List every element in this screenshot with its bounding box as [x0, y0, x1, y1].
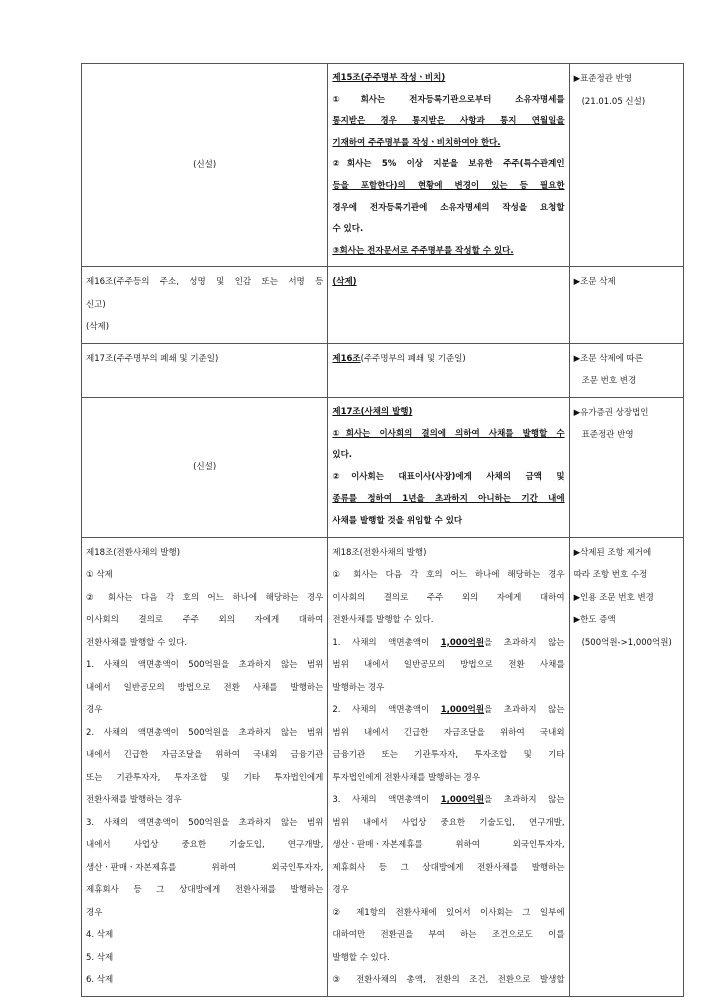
- table-row: [82, 267, 684, 344]
- clause-text: 등을 포함한다)의 현황에 변경이 있는 등 필요한: [332, 180, 565, 191]
- after-cell: [328, 64, 569, 267]
- amendment-table: [81, 63, 684, 997]
- before-cell: [82, 343, 328, 397]
- clause-text: 대하여만 전환권을 부여 하는 조건으로도 이를: [332, 930, 565, 941]
- clause-text: [332, 632, 564, 655]
- clause-text: ②회사는 5% 이상 지분을 보유한 주주(특수관계인: [332, 159, 565, 170]
- article-title: [332, 348, 564, 371]
- clause-text: ②이사회는 대표이사(사장)에게 사채의 금액 및: [332, 472, 565, 483]
- note-text: (21.01.05 신설): [581, 96, 646, 107]
- clause-text: 전환사채를 발행할 수 있다.: [86, 637, 188, 648]
- clause-text: 경우: [86, 907, 103, 918]
- clause-text: 4. 삭제: [86, 930, 114, 941]
- after-cell: [328, 343, 569, 397]
- article-heading: (주주명부의 폐쇄 및 기준일): [360, 353, 466, 364]
- clause-text: 발행할 수 있다.: [332, 952, 390, 963]
- note-text: 조문 번호 변경: [581, 376, 637, 387]
- clause-text: ①회사는 전자등록기관으로부터 소유자명세를: [332, 94, 565, 105]
- article-title: 제18조(전환사채의 발행): [86, 547, 181, 558]
- clause-text: 경우: [86, 705, 103, 716]
- note-text: 표준정관 반영: [581, 430, 634, 441]
- note-text: (500억원->1,000억원): [581, 637, 672, 648]
- amount-highlight: 1,000억원: [440, 637, 485, 648]
- after-cell: [328, 537, 569, 996]
- after-cell: [328, 267, 569, 344]
- clause-text: 있다.: [332, 450, 353, 461]
- clause-suffix: 을 초과하지 않는: [484, 637, 565, 648]
- note-cell: [569, 537, 683, 996]
- clause-text: ③회사는 전자문서로 주주명부를 작성할 수 있다.: [332, 245, 514, 256]
- clause-text: 기재하여 주주명부를 작성ㆍ비치하여야 한다.: [332, 137, 501, 148]
- article-number: 제16조: [332, 353, 361, 364]
- clause-text: 경우: [332, 885, 349, 896]
- clause-text: 5. 삭제: [86, 952, 114, 963]
- clause-suffix: 을 초과하지 않는: [484, 795, 565, 806]
- clause-text: 생산ㆍ판매ㆍ자본제휴를 위하여 외국인투자자,: [86, 862, 324, 873]
- clause-text: 6. 삭제: [86, 975, 114, 986]
- clause-text: 전환사채를 발행할 수 있다.: [332, 615, 434, 626]
- before-cell: [82, 267, 328, 344]
- amount-highlight: 1,000억원: [440, 795, 485, 806]
- clause-text: 투자법인에게 전환사채를 발행하는 경우: [332, 772, 481, 783]
- note-cell: [569, 64, 683, 267]
- note-text: ▶한도 증액: [573, 615, 616, 626]
- clause-text: 범위 내에서 일반공모의 방법으로 전환 사채를: [332, 660, 565, 671]
- note-text: 따라 조항 번호 수정: [573, 570, 648, 581]
- article-title: 제17조(주주명부의 폐쇄 및 기준일): [86, 353, 219, 364]
- amount-highlight: 1,000억원: [440, 705, 485, 716]
- note-text: ▶조문 삭제에 따른: [573, 353, 643, 364]
- clause-text: [332, 699, 564, 722]
- note-text: ▶인용 조문 번호 변경: [573, 592, 654, 603]
- clause-text: 내에서 긴급한 자금조달을 위하여 국내외 금융기관: [86, 750, 324, 761]
- new-clause-label: (신설): [193, 159, 217, 170]
- clause-text: 이사회의 결의로 주주 외의 자에게 대하여: [86, 615, 324, 626]
- clause-text: 사채를 발행할 것을 위임할 수 있다: [332, 515, 463, 526]
- clause-text: 이사회의 결의로 주주 외의 자에게 대하여: [332, 592, 565, 603]
- deleted-label: (삭제): [86, 322, 110, 333]
- table-row: [82, 343, 684, 397]
- clause-text: 내에서 일반공모의 방법으로 전환 사채를 발행하는: [86, 682, 324, 693]
- clause-text: ① 삭제: [86, 570, 113, 581]
- before-cell: [82, 64, 328, 267]
- clause-text: 3. 사채의 액면총액이 500억원을 초과하지 않는 범위: [86, 817, 324, 828]
- clause-text: ② 회사는 다음 각 호의 어느 하나에 해당하는 경우: [86, 592, 324, 603]
- before-cell: [82, 397, 328, 537]
- before-cell: [82, 537, 328, 996]
- clause-suffix: 을 초과하지 않는: [484, 705, 565, 716]
- note-text: ▶유가증권 상장법인: [573, 407, 649, 418]
- note-cell: [569, 397, 683, 537]
- clause-text: 범위 내에서 사업상 중요한 기술도입, 연구개발,: [332, 817, 565, 828]
- article-title-cont: 신고): [86, 299, 106, 310]
- clause-text: ② 제1항의 전환사채에 있어서 이사회는 그 일부에: [332, 907, 565, 918]
- clause-text: 내에서 사업상 중요한 기술도입, 연구개발,: [86, 840, 324, 851]
- note-text: ▶삭제된 조항 제거에: [573, 547, 652, 558]
- note-text: ▶조문 삭제: [573, 277, 616, 288]
- clause-text: 생산ㆍ판매ㆍ자본제휴를 위하여 외국인투자자,: [332, 840, 565, 851]
- article-title: 제18조(전환사채의 발행): [332, 547, 427, 558]
- table-row: [82, 537, 684, 996]
- note-cell: [569, 267, 683, 344]
- article-title: 제15조(주주명부 작성ㆍ비치): [332, 73, 446, 83]
- clause-text: ①회사는 이사회의 결의에 의하여 사채를 발행할 수: [332, 428, 565, 439]
- clause-text: 범위 내에서 긴급한 자금조달을 위하여 국내외: [332, 727, 565, 738]
- article-title: 제17조(사채의 발행): [332, 406, 413, 417]
- clause-prefix: 1. 사채의 액면총액이: [332, 637, 441, 648]
- note-text: ▶표준정관 반영: [573, 74, 633, 84]
- after-cell: [328, 397, 569, 537]
- new-clause-label: (신설): [193, 461, 217, 472]
- clause-text: 제휴회사 등 그 상대방에게 전환사채를 발행하는: [332, 862, 565, 873]
- clause-text: 전환사채를 발행하는 경우: [86, 795, 182, 806]
- clause-prefix: 3. 사채의 액면총액이: [332, 795, 441, 806]
- clause-text: 통지받은 경우 통지받은 사항과 통지 연월일을: [332, 116, 565, 127]
- clause-text: 경우에 전자등록기관에 소유자명세의 작성을 요청할: [332, 202, 565, 213]
- clause-text: ① 회사는 다음 각 호의 어느 하나에 해당하는 경우: [332, 570, 565, 581]
- clause-text: ③ 전환사채의 총액, 전환의 조건, 전환으로 발생할: [332, 975, 565, 986]
- clause-text: 종류를 정하여 1년을 초과하지 아니하는 기간 내에: [332, 494, 565, 505]
- clause-text: [332, 789, 564, 812]
- clause-text: 금융기관 또는 기관투자자, 투자조합 및 기타: [332, 750, 565, 761]
- clause-text: 제휴회사 등 그 상대방에게 전환사채를 발행하는: [86, 885, 324, 896]
- clause-prefix: 2. 사채의 액면총액이: [332, 705, 441, 716]
- article-title: 제16조(주주등의 주소, 성명 및 인감 또는 서명 등: [86, 277, 324, 288]
- clause-text: 1. 사채의 액면총액이 500억원을 초과하지 않는 범위: [86, 660, 324, 671]
- table-row: [82, 64, 684, 267]
- clause-text: 또는 기관투자자, 투자조합 및 기타 투자법인에게: [86, 772, 324, 783]
- note-cell: [569, 343, 683, 397]
- deleted-label: (삭제): [332, 277, 357, 288]
- clause-text: 수 있다.: [332, 224, 364, 235]
- clause-text: 발행하는 경우: [332, 682, 385, 693]
- clause-text: 2. 사채의 액면총액이 500억원을 초과하지 않는 범위: [86, 727, 324, 738]
- table-row: [82, 397, 684, 537]
